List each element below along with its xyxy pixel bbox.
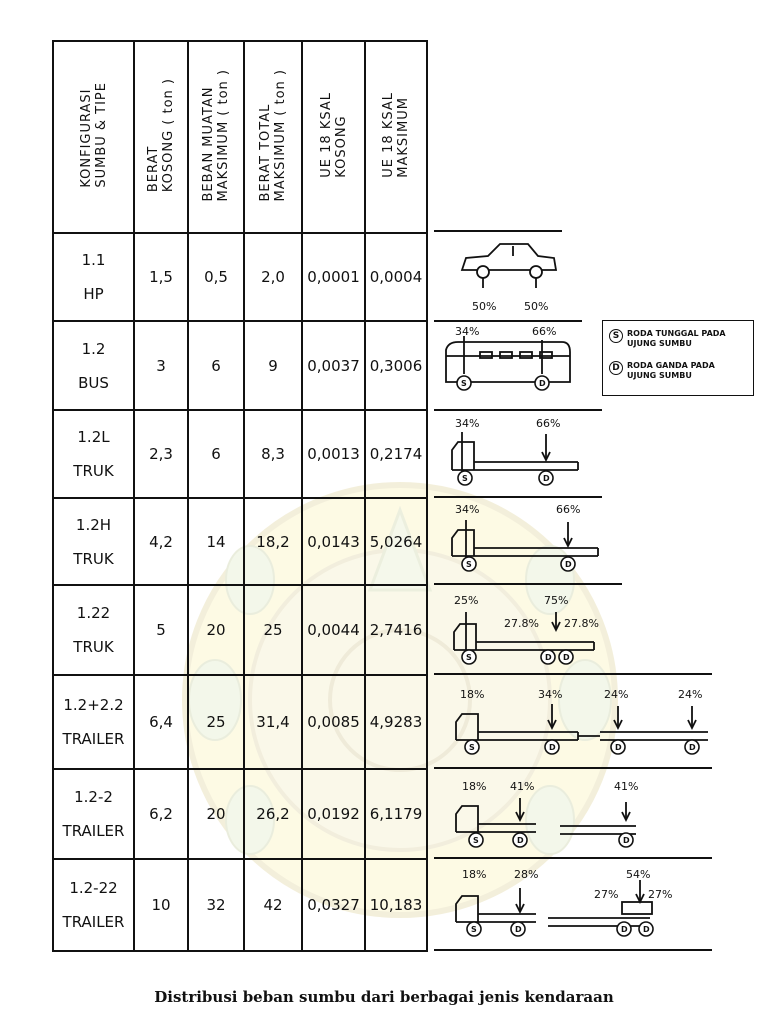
- hp-front-pct: 50%: [472, 300, 497, 313]
- cell-ue-max: 0,0004: [365, 233, 427, 321]
- trukl-front-pct: 34%: [455, 417, 480, 430]
- header-total-weight: BERAT TOTAL MAKSIMUM ( ton ): [244, 41, 302, 233]
- cell-ue-empty: 0,0085: [302, 675, 365, 769]
- cell-total-weight: 31,4: [244, 675, 302, 769]
- config-code: 1.2-22: [69, 879, 118, 897]
- vehicle-type: TRUK: [73, 462, 114, 480]
- config-code: 1.2+2.2: [63, 696, 124, 714]
- cell-max-load: 20: [188, 585, 244, 675]
- cell-empty-weight: 5: [134, 585, 188, 675]
- config-code: 1.2: [81, 339, 106, 358]
- truck-heavy-diagram: [452, 520, 598, 558]
- semi-trailer-tandem-diagram: [456, 880, 652, 926]
- wheel-legend: [602, 320, 754, 396]
- cell-ue-max: 10,183: [365, 859, 427, 951]
- bus-diagram: [446, 336, 570, 382]
- cell-max-load: 20: [188, 769, 244, 859]
- truk22-front-wheel-label: S: [466, 653, 472, 662]
- semi-trailer-diagram: [456, 798, 636, 834]
- cell-max-load: 6: [188, 321, 244, 410]
- vehicle-type: TRAILER: [62, 730, 125, 748]
- legend-single-label: RODA TUNGGAL PADA UJUNG SUMBU: [627, 329, 726, 348]
- bus-rear-pct: 66%: [532, 325, 557, 338]
- trukl-rear-wheel-label: D: [543, 474, 550, 483]
- cell-ue-max: 6,1179: [365, 769, 427, 859]
- cell-max-load: 0,5: [188, 233, 244, 321]
- trailer1-wheel-2-label: D: [549, 743, 556, 752]
- trailer3-wheel-1-label: S: [471, 925, 477, 934]
- cell-ue-max: 2,7416: [365, 585, 427, 675]
- trailer2-wheel-1-label: S: [473, 836, 479, 845]
- car-diagram: [462, 244, 556, 288]
- trailer1-wheel-1-label: S: [469, 743, 475, 752]
- cell-ue-empty: 0,0192: [302, 769, 365, 859]
- cell-empty-weight: 1,5: [134, 233, 188, 321]
- trailer3-wheel-3-label: D: [621, 925, 628, 934]
- trailer3-total-pct: 54%: [626, 868, 651, 881]
- trukh-front-wheel-label: S: [466, 560, 472, 569]
- bus-front-wheel-label: S: [461, 379, 467, 388]
- config-code: 1.1: [81, 251, 106, 269]
- config-code: 1.22: [76, 604, 111, 622]
- trailer2-a-pct: 18%: [462, 780, 487, 793]
- config-code: 1.2L: [77, 428, 110, 446]
- cell-ue-empty: 0,0013: [302, 410, 365, 498]
- cell-total-weight: 8,3: [244, 410, 302, 498]
- trukh-rear-pct: 66%: [556, 503, 581, 516]
- vehicle-type: BUS: [78, 373, 109, 392]
- trukh-front-pct: 34%: [455, 503, 480, 516]
- trailer1-d-pct: 24%: [678, 688, 703, 701]
- cell-total-weight: 26,2: [244, 769, 302, 859]
- legend-double: [609, 361, 745, 381]
- cell-ue-empty: 0,0143: [302, 498, 365, 585]
- cell-empty-weight: 2,3: [134, 410, 188, 498]
- truk22-rear-b-pct: 27.8%: [564, 617, 599, 630]
- cell-max-load: 6: [188, 410, 244, 498]
- truk22-rear-wheel-a-label: D: [545, 653, 552, 662]
- trailer1-a-pct: 18%: [460, 688, 485, 701]
- bus-rear-wheel-label: D: [539, 379, 546, 388]
- cell-empty-weight: 6,4: [134, 675, 188, 769]
- vehicle-type: HP: [83, 285, 104, 303]
- trailer2-wheel-3-label: D: [623, 836, 630, 845]
- trailer1-wheel-4-label: D: [689, 743, 696, 752]
- truk22-rear-wheel-b-label: D: [563, 653, 570, 662]
- vehicle-type: TRAILER: [62, 913, 125, 931]
- trailer1-b-pct: 34%: [538, 688, 563, 701]
- truk22-rear-a-pct: 27.8%: [504, 617, 539, 630]
- config-code: 1.2H: [75, 515, 112, 534]
- hp-rear-pct: 50%: [524, 300, 549, 313]
- cell-ue-max: 0,3006: [365, 321, 427, 410]
- trailer2-wheel-2-label: D: [517, 836, 524, 845]
- truk22-total-pct: 75%: [544, 594, 569, 607]
- cell-ue-empty: 0,0001: [302, 233, 365, 321]
- trailer2-b-pct: 41%: [510, 780, 535, 793]
- trailer3-d-pct: 27%: [648, 888, 673, 901]
- trailer3-b-pct: 28%: [514, 868, 539, 881]
- cell-total-weight: 18,2: [244, 498, 302, 585]
- cell-ue-max: 4,9283: [365, 675, 427, 769]
- figure-caption: Distribusi beban sumbu dari berbagai jenis kendaraan: [154, 988, 614, 1006]
- header-max-load: BEBAN MUATAN MAKSIMUM ( ton ): [188, 41, 244, 233]
- trukh-rear-wheel-label: D: [565, 560, 572, 569]
- cell-empty-weight: 10: [134, 859, 188, 951]
- bus-front-pct: 34%: [455, 325, 480, 338]
- cell-total-weight: 25: [244, 585, 302, 675]
- cell-total-weight: 42: [244, 859, 302, 951]
- truck-trailer-diagram: [456, 704, 708, 740]
- trailer3-a-pct: 18%: [462, 868, 487, 881]
- header-config: KONFIGURASI SUMBU & TIPE: [53, 41, 134, 233]
- trailer1-c-pct: 24%: [604, 688, 629, 701]
- trailer3-wheel-4-label: D: [643, 925, 650, 934]
- trailer1-wheel-3-label: D: [615, 743, 622, 752]
- trailer3-wheel-2-label: D: [515, 925, 522, 934]
- legend-single: [609, 329, 745, 349]
- truk22-front-pct: 25%: [454, 594, 479, 607]
- cell-ue-empty: 0,0044: [302, 585, 365, 675]
- cell-max-load: 14: [188, 498, 244, 585]
- header-ue-empty: UE 18 KSAL KOSONG: [302, 41, 365, 233]
- header-ue-max: UE 18 KSAL MAKSIMUM: [365, 41, 427, 233]
- cell-ue-max: 0,2174: [365, 410, 427, 498]
- vehicle-type: TRUK: [73, 549, 114, 568]
- single-wheel-icon: S: [609, 329, 623, 343]
- cell-empty-weight: 3: [134, 321, 188, 410]
- trailer2-c-pct: 41%: [614, 780, 639, 793]
- trukl-front-wheel-label: S: [462, 474, 468, 483]
- cell-empty-weight: 6,2: [134, 769, 188, 859]
- trailer3-c-pct: 27%: [594, 888, 619, 901]
- vehicle-type: TRAILER: [62, 822, 125, 840]
- cell-total-weight: 9: [244, 321, 302, 410]
- cell-ue-max: 5,0264: [365, 498, 427, 585]
- cell-total-weight: 2,0: [244, 233, 302, 321]
- cell-max-load: 32: [188, 859, 244, 951]
- cell-max-load: 25: [188, 675, 244, 769]
- header-empty-weight: BERAT KOSONG ( ton ): [134, 41, 188, 233]
- double-wheel-icon: D: [609, 361, 623, 375]
- cell-ue-empty: 0,0327: [302, 859, 365, 951]
- legend-double-label: RODA GANDA PADA UJUNG SUMBU: [627, 361, 715, 380]
- cell-ue-empty: 0,0037: [302, 321, 365, 410]
- vehicle-type: TRUK: [73, 638, 114, 656]
- config-code: 1.2-2: [74, 788, 113, 806]
- truck-light-diagram: [452, 432, 578, 472]
- trukl-rear-pct: 66%: [536, 417, 561, 430]
- cell-empty-weight: 4,2: [134, 498, 188, 585]
